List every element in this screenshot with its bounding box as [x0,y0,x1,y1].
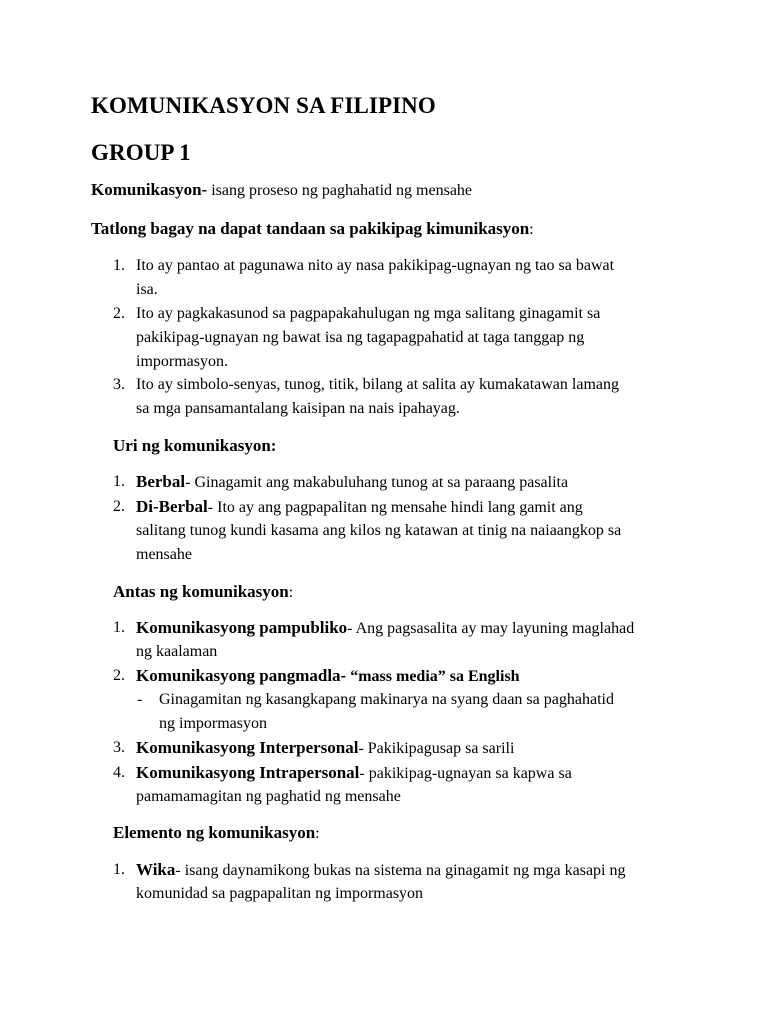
list-number: 2. [113,305,125,322]
list-item-line [136,497,583,518]
list-item-line: Ito ay simbolo-senyas, tunog, titik, bilang at salita ay kumakatawan lamang [136,376,619,393]
item-text: - pakikipag-ugnayan sa kapwa sa [359,765,572,782]
list-item-line: Ito ay pagkakasunod sa pagpapakahulugan ng mga salitang ginagamit sa [136,305,601,322]
uri-heading-text: Uri ng komunikasyon: [113,436,277,455]
list-item-line: sa mga pansamantalang kaisipan na nais ipahayag. [136,400,460,417]
list-item-line: ng kaalaman [136,643,218,660]
definition-line [91,180,472,201]
antas-heading [113,582,293,603]
list-item-line: isa. [136,281,158,298]
list-item-line: salitang tunog kundi kasama ang kilos ng katawan at tinig na naiaangkop sa [136,522,622,539]
item-label: Wika [136,860,176,879]
definition-text: isang proseso ng paghahatid ng mensahe [207,182,473,199]
antas-heading-colon: : [288,584,294,601]
list-number: 2. [113,667,125,684]
elemento-heading-colon: : [315,825,320,842]
item-label: Berbal [136,472,186,491]
definition-term: Komunikasyon- [91,180,208,199]
list-item-line [136,860,626,881]
tatlong-heading-colon: : [529,221,534,238]
item-text: - isang daynamikong bukas na sistema na ginagamit ng mga kasapi ng [175,862,626,879]
sub-bullet-dash: - [137,691,143,708]
item-text: - Ginagamit ang makabuluhang tunog at sa paraang pasalita [185,474,569,491]
item-text: - Pakikipagusap sa sarili [358,740,515,757]
list-item-line: mensahe [136,546,192,563]
item-text: - Ang pagsasalita ay may layuning maglahad [347,620,635,637]
list-number: 3. [113,739,125,756]
list-item-line: komunidad sa pagpapalitan ng impormasyon [136,885,424,902]
antas-heading-text: Antas ng komunikasyon [113,582,289,601]
list-number: 1. [113,861,125,878]
item-text: “mass media” sa English [346,668,520,685]
tatlong-heading-text: Tatlong bagay na dapat tandaan sa pakikipag kimunikasyon [91,219,530,238]
item-label: Komunikasyong Interpersonal [136,738,359,757]
uri-heading [113,436,276,457]
elemento-heading-text: Elemento ng komunikasyon [113,823,316,842]
list-number: 1. [113,619,125,636]
item-label: Komunikasyong Intrapersonal [136,763,360,782]
list-number: 3. [113,376,125,393]
sub-item-line: Ginagamitan ng kasangkapang makinarya na syang daan sa paghahatid [159,691,614,708]
elemento-heading [113,823,320,844]
tatlong-heading [91,219,534,240]
list-item-line [136,618,634,639]
item-label: Di-Berbal [136,497,208,516]
sub-item-line: ng impormasyon [159,715,267,732]
list-number: 2. [113,498,125,515]
item-text: - Ito ay ang pagpapalitan ng mensahe hindi lang gamit ang [207,499,583,516]
list-item-line: impormasyon. [136,353,228,370]
item-label: Komunikasyong pampubliko [136,618,348,637]
item-label: Komunikasyong pangmadla- [136,666,347,685]
list-item-line [136,763,572,784]
list-item-line [136,666,520,687]
list-number: 4. [113,764,125,781]
list-item-line: pakikipag-ugnayan ng bawat isa ng tagapagpahatid at taga tanggap ng [136,329,585,346]
list-number: 1. [113,257,125,274]
list-item-line [136,738,514,759]
list-number: 1. [113,473,125,490]
group-heading: GROUP 1 [91,140,191,165]
list-item-line: pamamamagitan ng paghatid ng mensahe [136,788,401,805]
list-item-line: Ito ay pantao at pagunawa nito ay nasa pakikipag-ugnayan ng tao sa bawat [136,257,615,274]
list-item-line [136,472,568,493]
document-title: KOMUNIKASYON SA FILIPINO [91,93,436,118]
